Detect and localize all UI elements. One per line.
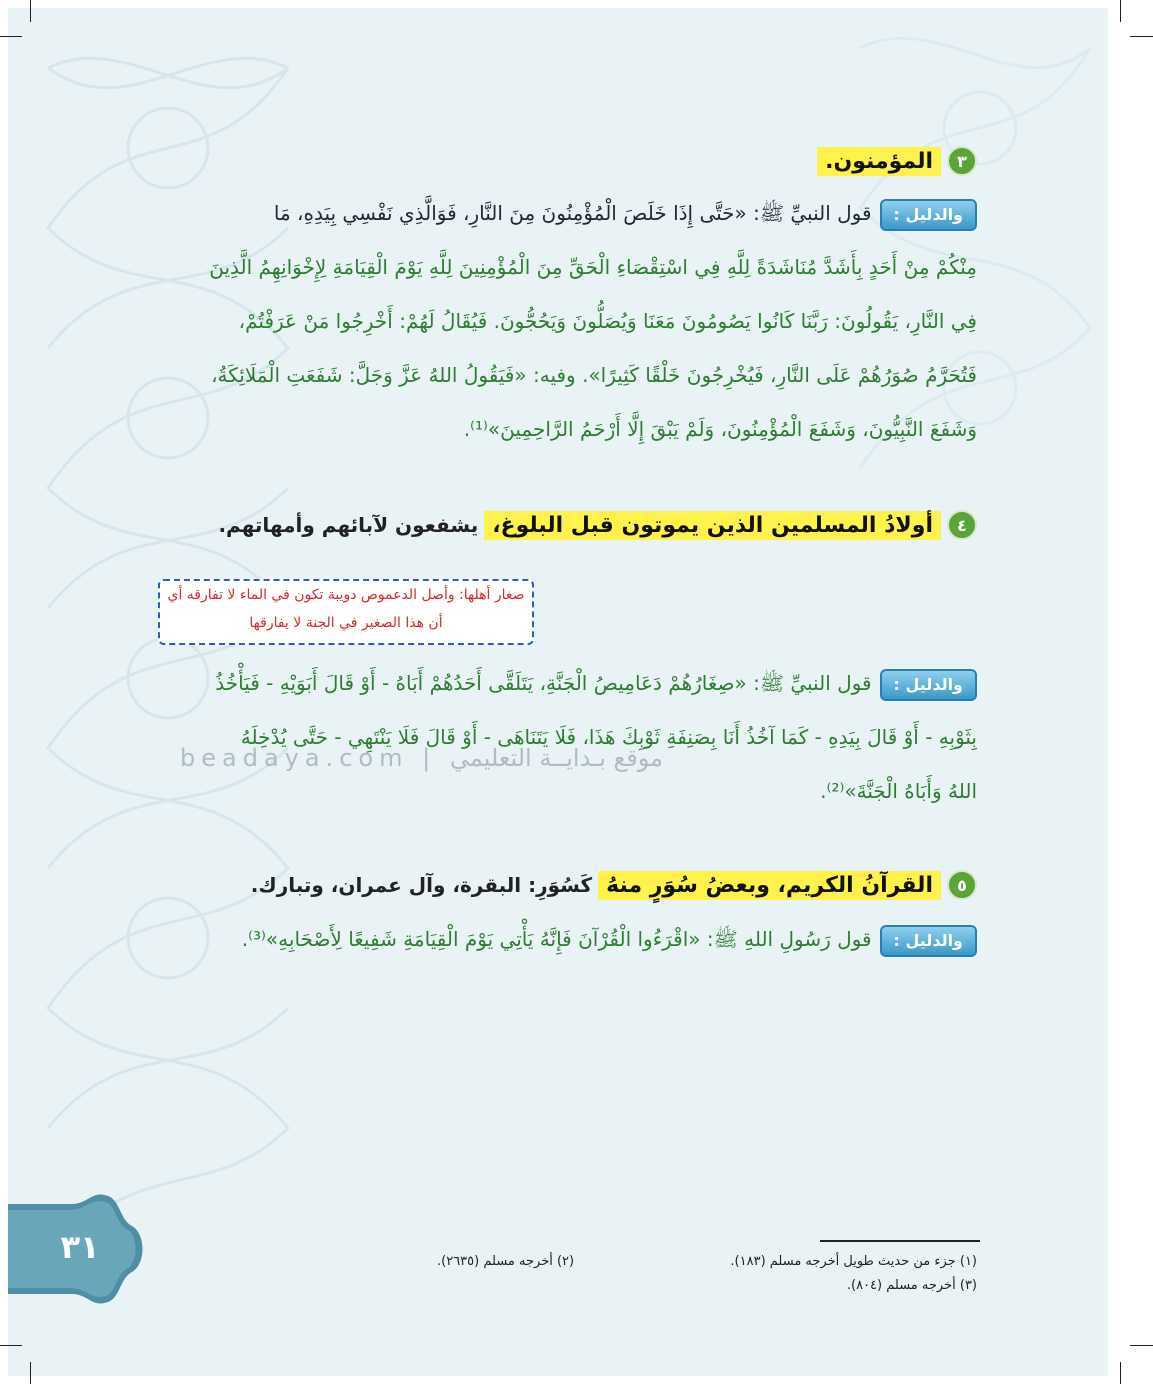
- footnote-2: (٢) أخرجه مسلم (٢٦٣٥).: [437, 1254, 575, 1269]
- evidence-line: فِي النَّارِ، يَقُولُونَ: رَبَّنَا كَانُوا يَصُومُونَ مَعَنَا وَيُصَلُّونَ وَيَحُجُّونَ. فَيُقَالُ لَهُمْ: أَخْرِجُوا مَنْ عَرَفْتُمْ،: [238, 309, 977, 333]
- section-3-heading: [817, 146, 977, 176]
- evidence-line: اللهُ وَأَبَاهُ الْجَنَّةَ»⁽²⁾.: [820, 779, 977, 803]
- evidence-line: بِثَوْبِهِ - أَوْ قَالَ بِيَدِهِ - كَمَا آخُذُ أَنَا بِصَنِفَةِ ثَوْبِكَ هَذَا، فَلَا يَتَنَاهَى - أَوْ قَالَ فَلَا يَنْتَهِي - حَتَّى يُدْخِلَهُ: [240, 725, 977, 749]
- footnote-rule: [820, 1240, 980, 1242]
- site-watermark: [180, 744, 663, 772]
- section-title: القرآنُ الكريم، وبعضُ سُوَرٍ منهُ: [598, 871, 941, 900]
- footnote-1: (١) جزء من حديث طويل أخرجه مسلم (١٨٣).: [730, 1254, 977, 1269]
- section-4-evidence: [167, 656, 977, 818]
- watermark-latin: beadaya.com: [180, 744, 409, 772]
- evidence-text: قول النبيِّ ﷺ: «حَتَّى إِذَا خَلَصَ الْمُؤْمِنُونَ مِنَ النَّارِ، فَوَالَّذِي نَفْسِي بِيَدِهِ، مَا: [273, 201, 872, 225]
- footnote-3: (٣) أخرجه مسلم (٨٠٤).: [846, 1278, 977, 1293]
- section-number-badge: ٥: [947, 870, 977, 900]
- footnote-row: [437, 1274, 977, 1298]
- evidence-text: قول رَسُولِ اللهِ ﷺ: «اقْرَءُوا الْقُرْآنَ فَإِنَّهُ يَأْتِي يَوْمَ الْقِيَامَةِ شَفِيعًا لِأَصْحَابِهِ»⁽³⁾.: [241, 927, 872, 951]
- dalil-label: والدليل :: [880, 199, 977, 231]
- watermark-arabic: موقع بـدايــة التعليمي: [449, 744, 664, 772]
- section-description: يشفعون لآبائهم وأمهاتهم.: [218, 513, 479, 537]
- section-3-evidence: [167, 186, 977, 456]
- section-5-evidence: [167, 912, 977, 966]
- section-title: المؤمنون.: [817, 147, 941, 176]
- evidence-text: قول النبيِّ ﷺ: «صِغَارُهُمْ دَعَامِيصُ الْجَنَّةِ، يَتَلَقَّى أَحَدُهُمْ أَبَاهُ - أَوْ قَالَ أَبَوَيْهِ - فَيَأْخُذُ: [215, 671, 872, 695]
- evidence-line: مِنْكُمْ مِنْ أَحَدٍ بِأَشَدَّ مُنَاشَدَةً لِلَّهِ فِي اسْتِقْصَاءِ الْحَقِّ مِنَ الْمُؤْمِنِينَ لِلَّهِ يَوْمَ الْقِيَامَةِ لِإِخْوَانِهِمُ الَّذِينَ: [209, 255, 977, 279]
- evidence-line: وَشَفَعَ النَّبِيُّونَ، وَشَفَعَ الْمُؤْمِنُونَ، وَلَمْ يَبْقَ إِلَّا أَرْحَمُ الرَّاحِمِينَ»⁽¹⁾.: [463, 417, 977, 441]
- evidence-line: [167, 186, 977, 240]
- evidence-line: فَتُحَرَّمُ صُوَرُهُمْ عَلَى النَّارِ، فَيُخْرِجُونَ خَلْقًا كَثِيرًا». وفيه: «فَيَقُولُ اللهُ عَزَّ وَجَلَّ: شَفَعَتِ الْمَلَائِكَةُ،: [211, 363, 977, 387]
- section-number-badge: ٣: [947, 146, 977, 176]
- section-5-heading: [251, 870, 977, 900]
- dalil-label: والدليل :: [880, 925, 977, 957]
- footnote-row: [437, 1250, 977, 1274]
- section-description: كَسُوَرِ: البقرة، وآل عمران، وتبارك.: [250, 873, 593, 897]
- page-number: ٣١: [60, 1228, 100, 1266]
- footnotes: [437, 1250, 977, 1298]
- section-4-heading: [218, 510, 977, 540]
- section-number-badge: ٤: [947, 510, 977, 540]
- evidence-line: [167, 656, 977, 710]
- dalil-label: والدليل :: [880, 669, 977, 701]
- watermark-separator: |: [422, 744, 437, 772]
- evidence-line: [167, 912, 977, 966]
- section-title: أولادُ المسلمين الذين يموتون قبل البلوغ،: [484, 511, 941, 540]
- vocabulary-note: صغار أهلها: وأصل الدعموص دويبة تكون في الماء لا تفارقه أي أن هذا الصغير في الجنة لا يفارقها: [158, 579, 534, 645]
